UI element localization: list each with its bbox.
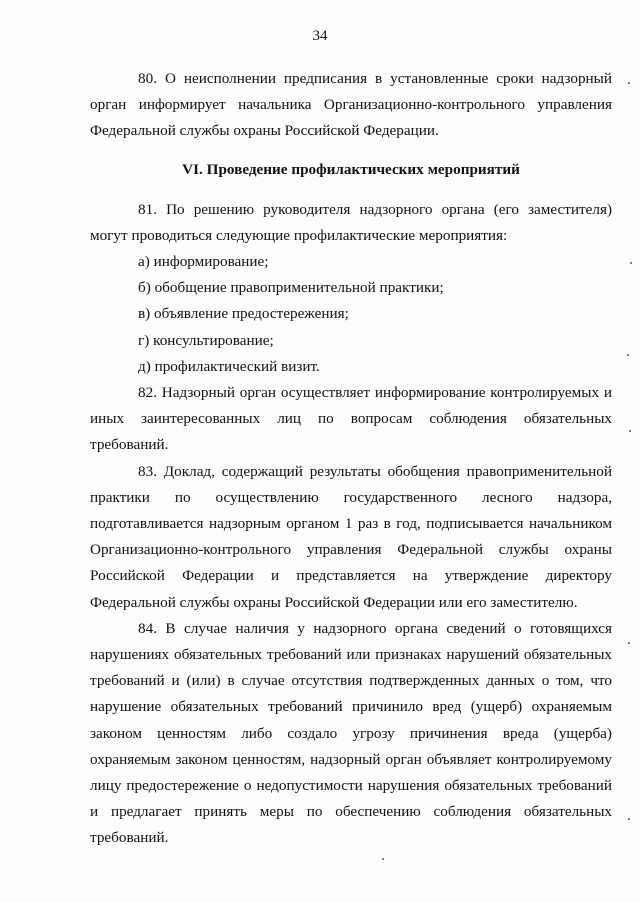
list-item-b: б) обобщение правоприменительной практики; <box>138 279 444 297</box>
list-item-v: в) объявление предостережения; <box>138 305 349 323</box>
section-heading: VI. Проведение профилактических мероприятий <box>182 160 520 178</box>
paragraph-80: 80. О неисполнении предписания в установленные сроки надзорный орган информирует начальника Организационно-контрольного управления Федеральной службы охраны Российской Федерации. <box>90 70 612 140</box>
scan-speck <box>628 82 630 84</box>
paragraph-83: 83. Доклад, содержащий результаты обобщения правоприменительной практики по осуществлению государственного лесного надзора, подготавливается надзорным органом 1 раз в год, подписывается начальником Организационно-контрольного управления Федеральной службы охраны Российской Федерации и представляется на утверждение директору Федеральной службы охраны Российской Федерации или его заместителю. <box>90 462 612 611</box>
scan-speck <box>382 858 384 860</box>
scan-speck <box>630 262 632 264</box>
list-item-g: г) консультирование; <box>138 331 274 349</box>
paragraph-81: 81. По решению руководителя надзорного органа (его заместителя) могут проводиться следующие профилактические мероприятия: <box>90 200 612 244</box>
scan-speck <box>627 354 629 356</box>
scan-speck <box>628 642 630 644</box>
list-item-a: а) информирование; <box>138 253 269 271</box>
paragraph-82: 82. Надзорный орган осуществляет информирование контролируемых и иных заинтересованных лиц по вопросам соблюдения обязательных требований. <box>90 384 612 454</box>
document-body <box>90 66 612 852</box>
page-number: 34 <box>312 28 328 44</box>
list-item-d: д) профилактический визит. <box>138 357 320 375</box>
scan-speck <box>628 818 630 820</box>
scan-speck <box>629 430 631 432</box>
paragraph-84: 84. В случае наличия у надзорного органа сведений о готовящихся нарушениях обязательных требований или признаках нарушений обязательных требований и (или) в случае отсутствия подтвержденных данных о том, что нарушение обязательных требований причинило вред (ущерб) охраняемым законом ценностям либо создало угрозу причинения вреда (ущерба) охраняемым законом ценностям, надзорный орган объявляет контролируемому лицу предостережение о недопустимости нарушения обязательных требований и предлагает принять меры по обеспечению соблюдения обязательных требований. <box>90 619 612 847</box>
